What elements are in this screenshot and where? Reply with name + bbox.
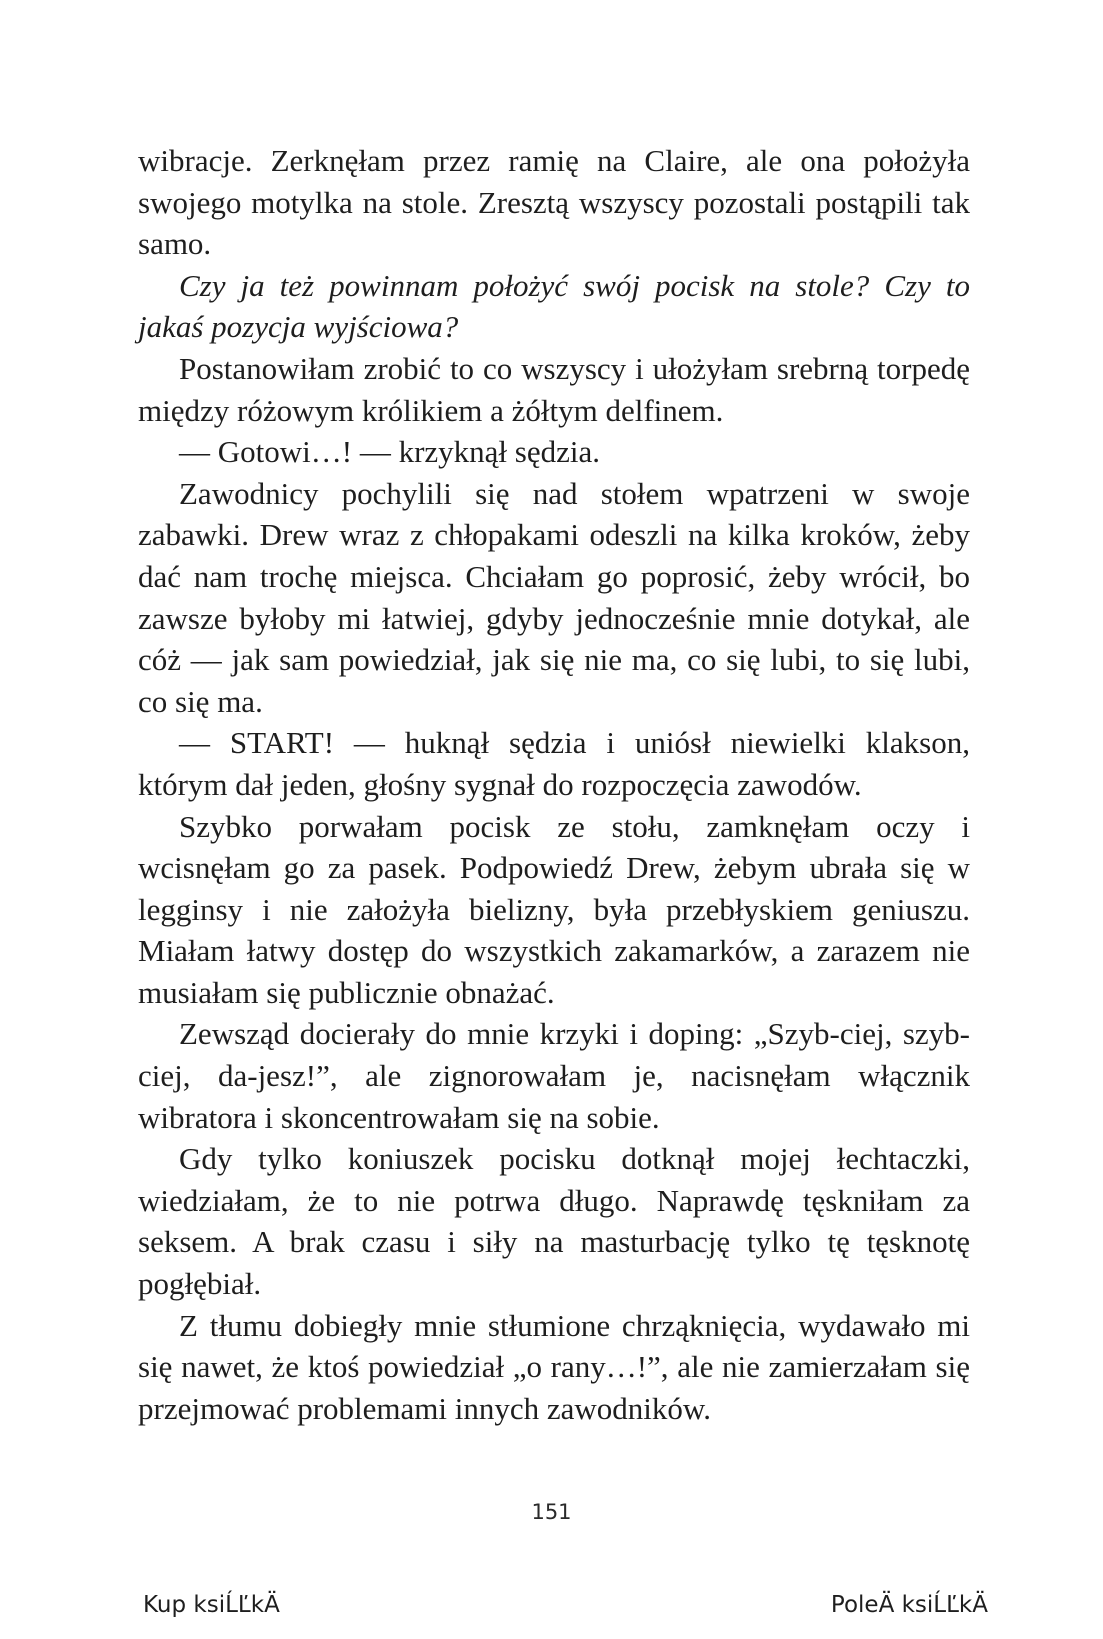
paragraph: Zawodnicy pochylili się nad stołem wpatrzeni w swoje zabawki. Drew wraz z chłopakami odeszli na kilka kroków, żeby dać nam trochę miejsca. Chciałam go poprosić, żeby wrócił, bo zawsze byłoby mi łatwiej, gdyby jednocześnie mnie dotykał, ale cóż — jak sam powiedział, jak się nie ma, co się lubi, to się lubi, co się ma. (138, 475, 970, 719)
paragraph: Postanowiłam zrobić to co wszyscy i ułożyłam srebrną torpedę między różowym królikiem a żółtym delfinem. (138, 350, 970, 428)
paragraph: Z tłumu dobiegły mnie stłumione chrząknięcia, wydawało mi się nawet, że ktoś powiedział „o rany…!”, ale nie zamierzałam się przejmować problemami innych zawodników. (138, 1307, 970, 1426)
paragraph: wibracje. Zerknęłam przez ramię na Claire, ale ona położyła swojego motylka na stole. Zresztą wszyscy pozostali postąpili tak samo. (138, 143, 970, 262)
paragraph: Gdy tylko koniuszek pocisku dotknął mojej łechtaczki, wiedziałam, że to nie potrwa długo. Naprawdę tęskniłam za seksem. A brak czasu i siły na masturbację tylko tę tęsknotę pogłębiał. (138, 1141, 970, 1302)
footer-buy-book-link[interactable]: Kup ksiĹĽkÄ (143, 1592, 280, 1618)
page-number: 151 (531, 1500, 572, 1524)
page-body (138, 140, 970, 1429)
footer-recommend-book-link[interactable]: PoleÄ ksiĹĽkÄ (830, 1592, 988, 1618)
paragraph: — START! — huknął sędzia i uniósł niewielki klakson, którym dał jeden, głośny sygnał do rozpoczęcia zawodów. (138, 725, 970, 802)
paragraph: — Gotowi…! — krzyknął sędzia. (179, 434, 600, 470)
paragraph: Szybko porwałam pocisk ze stołu, zamknęłam oczy i wcisnęłam go za pasek. Podpowiedź Drew, żebym ubrała się w legginsy i nie założyła bielizny, była przebłyskiem geniuszu. Miałam łatwy dostęp do wszystkich zakamarków, a zarazem nie musiałam się publicznie obnażać. (138, 808, 970, 1010)
paragraph: Zewsząd docierały do mnie krzyki i doping: „Szyb-ciej, szyb-ciej, da-jesz!”, ale zignorowałam je, nacisnęłam włącznik wibratora i skoncentrowałam się na sobie. (138, 1016, 970, 1135)
paragraph-italic: Czy ja też powinnam położyć swój pocisk na stole? Czy to jakaś pozycja wyjściowa? (138, 267, 970, 345)
